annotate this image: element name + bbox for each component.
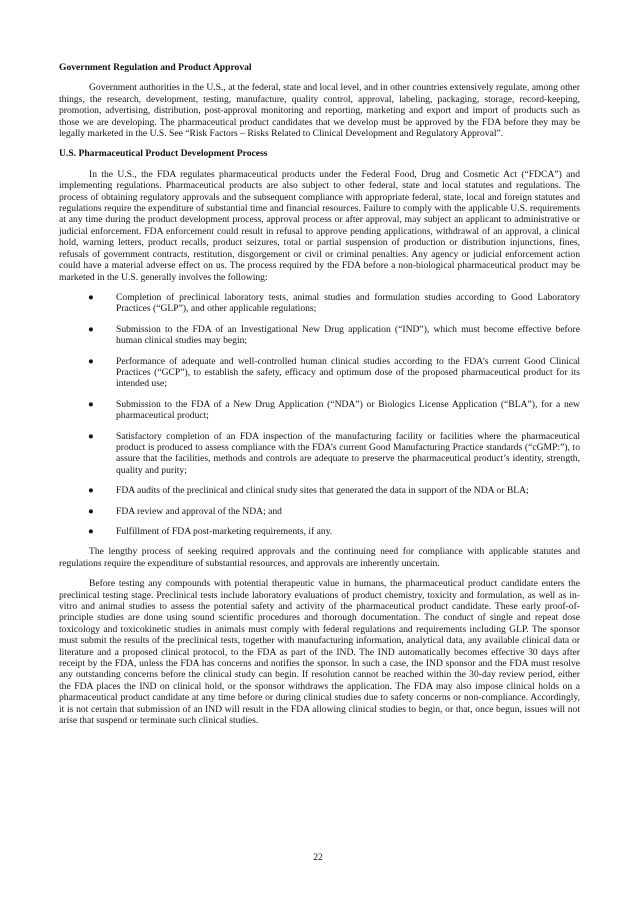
list-item-text: Fulfillment of FDA post-marketing requirements, if any. (116, 526, 333, 537)
list-item (59, 292, 580, 315)
paragraph-government-authorities: Government authorities in the U.S., at the federal, state and local level, and in other countries extensively regulate, among other things, the research, development, testing, manufacture, quality control, approval, labeling, packaging, storage, record-keeping, promotion, advertising, distribution, post-approval monitoring and reporting, marketing and export and import of products such as those we are developing. The pharmaceutical product candidates that we develop must be approved by the FDA before they may be legally marketed in the U.S. See “Risk Factors – Risks Related to Clinical Development and Regulatory Approval”. (59, 82, 580, 140)
list-item-text: Submission to the FDA of a New Drug Application (“NDA”) or Biologics License Application (“BLA”), for a new pharmaceutical product; (116, 398, 580, 422)
requirements-list (59, 292, 580, 538)
bullet-icon: ● (88, 485, 94, 497)
page-number: 22 (313, 852, 323, 863)
list-item-text: Performance of adequate and well-controlled human clinical studies according to the FDA’s current Good Clinical Practices (“GCP”), to establish the safety, efficacy and optimum dose of the proposed pharmaceutical product for its intended use; (116, 355, 580, 390)
paragraph-preclinical-testing: Before testing any compounds with potential therapeutic value in humans, the pharmaceutical product candidate enters the preclinical testing stage. Preclinical tests include laboratory evaluations of product chemistry, toxicity and formulation, as well as in-vitro and animal studies to assess the potential safety and activity of the pharmaceutical product candidate. These early proof-of-principle studies are done using sound scientific procedures and thorough documentation. The conduct of single and repeat dose toxicology and toxicokinetic studies in animals must comply with federal regulations and requirements including GLP. The sponsor must submit the results of the preclinical tests, together with manufacturing information, analytical data, any available clinical data or literature and a proposed clinical protocol, to the FDA as part of the IND. The IND automatically becomes effective 30 days after receipt by the FDA, unless the FDA has concerns and notifies the sponsor. In such a case, the IND sponsor and the FDA must resolve any outstanding concerns before the clinical study can begin. If resolution cannot be reached within the 30-day review period, either the FDA places the IND on clinical hold, or the sponsor withdraws the application. The FDA may also impose clinical holds on a pharmaceutical product candidate at any time before or during clinical studies due to safety concerns or non-compliance. Accordingly, it is not certain that submission of an IND will result in the FDA allowing clinical studies to begin, or that, once begun, issues will not arise that suspend or terminate such clinical studies. (59, 578, 580, 727)
section-heading-government-regulation: Government Regulation and Product Approval (59, 62, 252, 73)
paragraph-lengthy-process: The lengthy process of seeking required approvals and the continuing need for compliance with applicable statutes and regulations require the expenditure of substantial resources, and approvals are inherently uncertain. (59, 546, 580, 569)
bullet-icon: ● (88, 291, 94, 303)
page-content (59, 62, 580, 736)
list-item-text: FDA review and approval of the NDA; and (116, 505, 282, 517)
paragraph-fda-regulates: In the U.S., the FDA regulates pharmaceutical products under the Federal Food, Drug and Cosmetic Act (“FDCA”) and implementing regulations. Pharmaceutical products are also subject to other federal, state and local statutes and regulations. The process of obtaining regulatory approvals and the subsequent compliance with appropriate federal, state, local and foreign statutes and regulations require the expenditure of substantial time and financial resources. Failure to comply with the applicable U.S. requirements at any time during the product development process, approval process or after approval, may subject an applicant to administrative or judicial enforcement. FDA enforcement could result in refusal to approve pending applications, withdrawal of an approval, a clinical hold, warning letters, product recalls, product seizures, total or partial suspension of production or distribution injunctions, fines, refusals of government contracts, restitution, disgorgement or civil or criminal penalties. Any agency or judicial enforcement action could have a material adverse effect on us. The process required by the FDA before a non-biological pharmaceutical product may be marketed in the U.S. generally involves the following: (59, 168, 580, 283)
list-item-text: Satisfactory completion of an FDA inspection of the manufacturing facility or facilities where the pharmaceutical product is produced to assess compliance with the FDA’s current Good Manufacturing Practice standards (“cGMP:”), to assure that the facilities, methods and controls are adequate to preserve the pharmaceutical product’s identity, strength, quality and purity; (116, 430, 580, 476)
bullet-icon: ● (88, 398, 94, 410)
section-heading-development-process: U.S. Pharmaceutical Product Development Process (59, 148, 268, 160)
list-item (59, 399, 580, 422)
bullet-icon: ● (88, 323, 94, 335)
list-item-text: Submission to the FDA of an Investigational New Drug application (“IND”), which must become effective before human clinical studies may begin; (116, 323, 580, 347)
bullet-icon: ● (88, 505, 94, 517)
list-item (59, 526, 580, 537)
list-item (59, 324, 580, 347)
bullet-icon: ● (88, 355, 94, 367)
list-item (59, 506, 580, 517)
bullet-icon: ● (88, 526, 94, 537)
bullet-icon: ● (88, 430, 94, 442)
list-item-text: FDA audits of the preclinical and clinical study sites that generated the data in support of the NDA or BLA; (116, 485, 529, 497)
list-item (59, 431, 580, 477)
list-item-text: Completion of preclinical laboratory tests, animal studies and formulation studies according to Good Laboratory Practices (“GLP”), and other applicable regulations; (116, 291, 580, 315)
list-item (59, 356, 580, 390)
list-item (59, 485, 580, 496)
